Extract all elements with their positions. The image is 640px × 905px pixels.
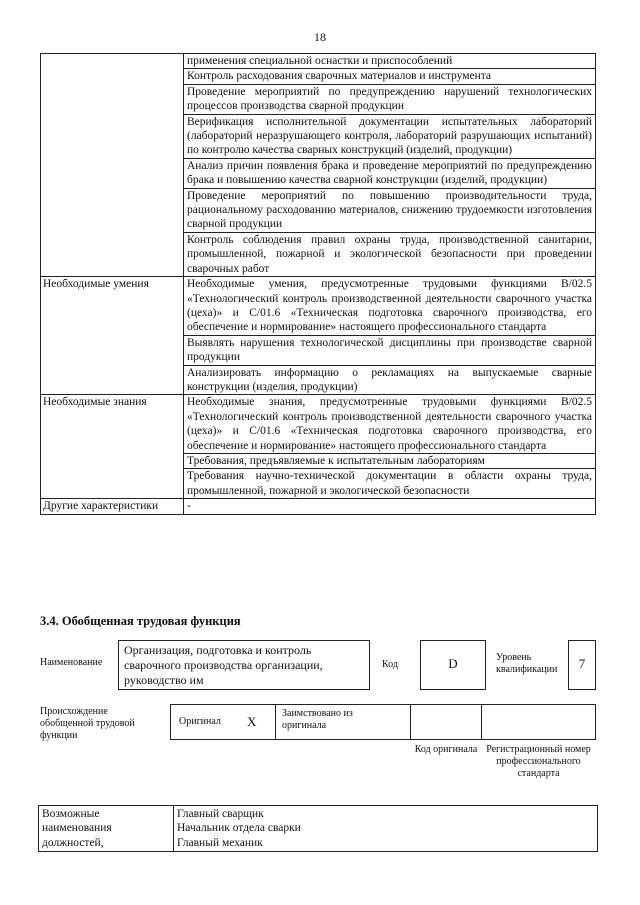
level-label: Уровень квалификации	[496, 652, 558, 675]
original-cell	[170, 704, 276, 740]
positions-label: Возможные наименования должностей,	[39, 806, 174, 852]
position-item: Главный сварщик	[177, 808, 264, 820]
row-label	[41, 335, 184, 365]
positions-table	[38, 805, 598, 852]
row-text: Необходимые знания, предусмотренные трудовыми функциями B/02.5 «Технологический контроль производственной деятельности сварочного участка (цеха)» и C/01.6 «Техническая подготовка сварочного производства, его обеспечение и нормирование» настоящего профессионального стандарта	[184, 395, 596, 454]
row-text: Проведение мероприятий по повышению производительности труда, рациональному расходованию материалов, снижению трудоемкости изготовления сварной продукции	[184, 188, 596, 232]
origin-label: Происхождение обобщенной трудовой функции	[40, 706, 135, 741]
original-label: Оригинал	[179, 716, 221, 727]
row-label	[41, 232, 184, 276]
table-row	[41, 114, 596, 158]
code-label: Код	[382, 659, 398, 670]
row-text: Выявлять нарушения технологической дисциплины при производстве сварной продукции	[184, 335, 596, 365]
row-label	[41, 84, 184, 114]
section-title: 3.4. Обобщенная трудовая функция	[40, 614, 241, 628]
table-row	[41, 84, 596, 114]
row-label	[41, 54, 184, 69]
positions-list	[174, 806, 598, 852]
row-text: Контроль расходования сварочных материалов и инструмента	[184, 69, 596, 84]
row-label	[41, 469, 184, 499]
table-row	[41, 453, 596, 468]
row-text: Анализ причин появления брака и проведение мероприятий по предупреждению брака и повышению качества сварной конструкции (изделий, продукции)	[184, 158, 596, 188]
table-row	[41, 365, 596, 395]
name-label: Наименование	[40, 657, 103, 668]
row-text: Необходимые умения, предусмотренные трудовыми функциями B/02.5 «Технологический контроль производственной деятельности сварочного участка (цеха)» и C/01.6 «Техническая подготовка сварочного производства, его обеспечение и нормирование» настоящего профессионального стандарта	[184, 277, 596, 336]
row-text: -	[184, 499, 596, 514]
competency-table	[40, 53, 596, 515]
original-mark: X	[247, 714, 257, 729]
table-row	[41, 395, 596, 454]
borrowed-label: Заимствовано из оригинала	[282, 708, 353, 731]
level-value: 7	[578, 656, 586, 671]
table-row	[41, 188, 596, 232]
reg-number-caption: Регистрационный номер профессионального стандарта	[486, 744, 591, 779]
row-text: Контроль соблюдения правил охраны труда, производственной санитарии, промышленной, пожарной и экологической безопасности при проведении сварочных работ	[184, 232, 596, 276]
row-label	[41, 188, 184, 232]
reg-number-cell	[481, 704, 596, 740]
code-original-caption: Код оригинала	[414, 744, 478, 755]
row-label: Необходимые умения	[41, 277, 184, 336]
table-row	[41, 469, 596, 499]
row-text: Анализировать информацию о рекламациях на выпускаемые сварные конструкции (изделия, продукции)	[184, 365, 596, 395]
page-number: 18	[314, 30, 326, 44]
row-label	[41, 69, 184, 84]
row-label	[41, 365, 184, 395]
row-label	[41, 158, 184, 188]
table-row	[41, 277, 596, 336]
row-label	[41, 114, 184, 158]
row-label: Необходимые знания	[41, 395, 184, 454]
function-name: Организация, подготовка и контроль сварочного производства организации, руководство им	[124, 643, 323, 687]
position-item: Главный механик	[177, 836, 263, 849]
row-text: применения специальной оснастки и приспособлений	[184, 54, 596, 69]
table-row	[41, 499, 596, 514]
position-item: Начальник отдела сварки	[177, 822, 301, 835]
table-row	[41, 232, 596, 276]
row-label: Другие характеристики	[41, 499, 184, 514]
function-name-box	[118, 640, 370, 690]
level-box	[568, 640, 596, 690]
code-original-cell	[410, 704, 482, 740]
row-label	[41, 453, 184, 468]
row-text: Проведение мероприятий по предупреждению нарушений технологических процессов производства сварной продукции	[184, 84, 596, 114]
code-box	[420, 640, 486, 690]
table-row	[41, 54, 596, 69]
row-text: Требования, предъявляемые к испытательным лабораториям	[184, 453, 596, 468]
row-text: Требования научно-технической документации в области охраны труда, промышленной, пожарной и экологической безопасности	[184, 469, 596, 499]
borrowed-cell	[275, 704, 411, 740]
table-row	[41, 158, 596, 188]
table-row	[41, 335, 596, 365]
table-row	[41, 69, 596, 84]
row-text: Верификация исполнительной документации испытательных лабораторий (лабораторий неразрушающего контроля, лабораторий разрушающих испытаний) по контролю качества сварных конструкций (изделий, продукции)	[184, 114, 596, 158]
code-value: D	[448, 656, 458, 671]
